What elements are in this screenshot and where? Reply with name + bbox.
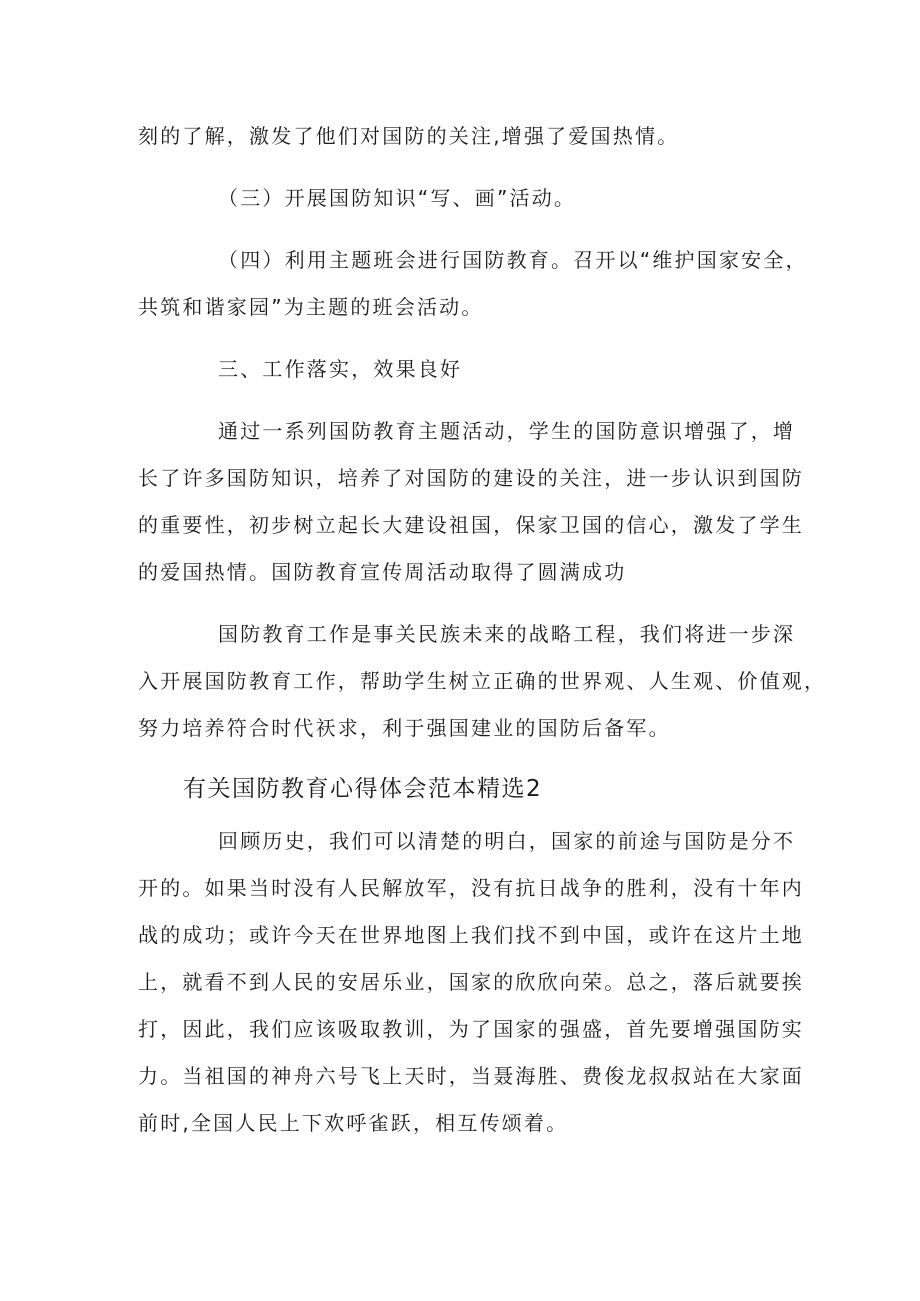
paragraph-line: 回顾历史，我们可以清楚的明白，国家的前途与国防是分不 xyxy=(218,829,796,853)
paragraph-line: 战的成功；或许今天在世界地图上我们找不到中国，或许在这片土地 xyxy=(138,923,804,947)
paragraph-line: 开的。如果当时没有人民解放军，没有抗日战争的胜利，没有十年内 xyxy=(138,876,804,900)
paragraph-line: 的爱国热情。国防教育宣传周活动取得了圆满成功 xyxy=(138,560,627,584)
paragraph-line: 长了许多国防知识，培养了对国防的建设的关注，进一步认识到国防 xyxy=(138,466,804,490)
section-subheading: 三、工作落实，效果良好 xyxy=(218,357,463,381)
list-item-four: （四）利用主题班会进行国防教育。召开以“维护国家安全， xyxy=(218,248,808,272)
paragraph-line: 入开展国防教育工作，帮助学生树立正确的世界观、人生观、价值观， xyxy=(138,669,827,693)
paragraph-line: 国防教育工作是事关民族未来的战略工程，我们将进一步深 xyxy=(218,622,796,646)
section-heading: 有关国防教育心得体会范本精选2 xyxy=(183,776,543,802)
paragraph-line: 通过一系列国防教育主题活动，学生的国防意识增强了，增 xyxy=(218,419,796,443)
paragraph-line: 打，因此，我们应该吸取教训，为了国家的强盛，首先要增强国防实 xyxy=(138,1017,804,1041)
paragraph-line: 努力培养符合时代祆求，利于强国建业的国防后备军。 xyxy=(138,716,671,740)
paragraph-line: 的重要性，初步树立起长大建设祖国，保家卫国的信心，激发了学生 xyxy=(138,513,804,537)
paragraph-line: 刻的了解，激发了他们对国防的关注,增强了爱国热情。 xyxy=(138,124,680,148)
paragraph-line: 上，就看不到人民的安居乐业，国家的欣欣向荣。总之，落后就要挨 xyxy=(138,970,804,994)
paragraph-line: 前时,全国人民上下欢呼雀跃，相互传颂着。 xyxy=(138,1111,569,1135)
paragraph-line: 力。当祖国的神舟六号飞上天时，当聂海胜、费俊龙叔叔站在大家面 xyxy=(138,1064,804,1088)
list-item-three: （三）开展国防知识“写、画”活动。 xyxy=(218,186,577,210)
paragraph-line: 共筑和谐家园”为主题的班会活动。 xyxy=(138,295,484,319)
